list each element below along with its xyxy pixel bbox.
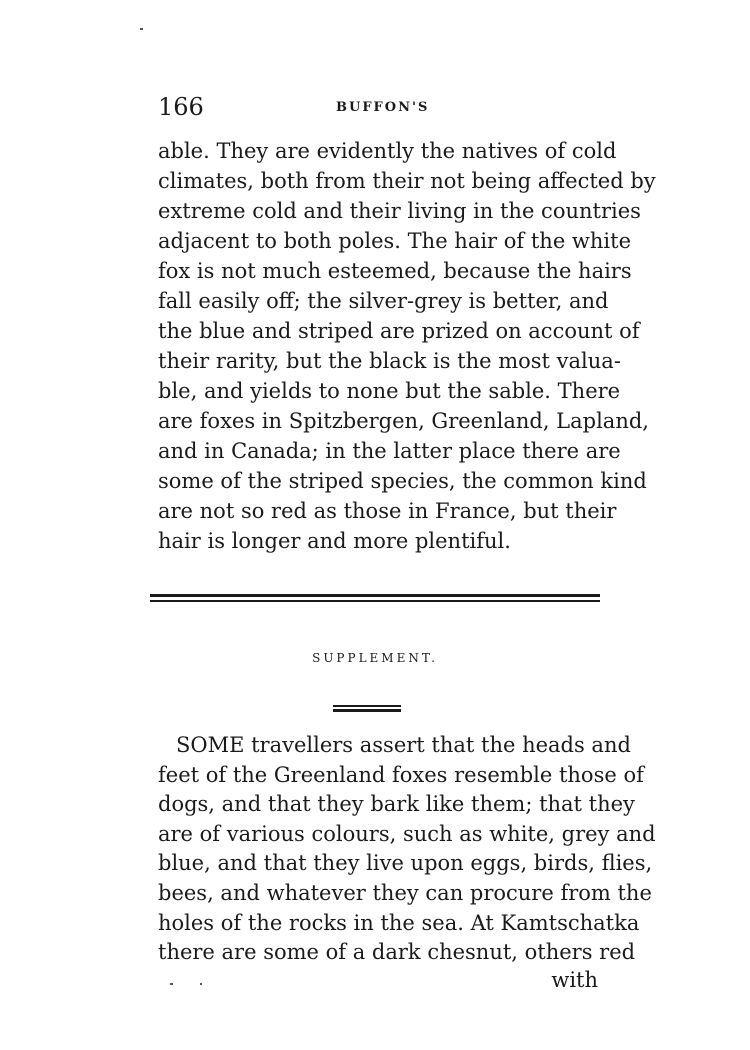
text-line: ble, and yields to none but the sable. There xyxy=(158,379,621,403)
text-line: are foxes in Spitzbergen, Greenland, Lapland, xyxy=(158,409,649,433)
text-line: are not so red as those in France, but their xyxy=(158,499,617,523)
section-divider xyxy=(150,594,600,604)
text-line: the blue and striped are prized on account of xyxy=(158,319,640,343)
divider-thick-line xyxy=(150,594,600,597)
text-line: hair is longer and more plentiful. xyxy=(158,529,511,553)
print-speck xyxy=(140,28,143,30)
print-speck xyxy=(200,983,202,985)
text-line: able. They are evidently the natives of cold xyxy=(158,139,617,163)
running-title: BUFFON'S xyxy=(336,100,430,115)
title-ornament-rule xyxy=(333,705,401,713)
text-line: bees, and whatever they can procure from the xyxy=(158,880,652,905)
divider-thin-line xyxy=(150,600,600,602)
text-line: some of the striped species, the common kind xyxy=(158,469,647,493)
running-head xyxy=(158,92,608,122)
text-line: holes of the rocks in the sea. At Kamtschatka xyxy=(158,910,640,935)
text-line: SOME travellers assert that the heads and xyxy=(176,733,631,757)
text-line: fall easily off; the silver-grey is better, and xyxy=(158,289,609,313)
text-line: and in Canada; in the latter place there are xyxy=(158,439,621,463)
section-title: SUPPLEMENT. xyxy=(312,651,438,665)
text-line: there are some of a dark chesnut, others red xyxy=(158,940,636,965)
text-line: extreme cold and their living in the countries xyxy=(158,199,641,223)
text-line: feet of the Greenland foxes resemble those of xyxy=(158,762,644,787)
catchword: with xyxy=(551,968,598,992)
text-line: fox is not much esteemed, because the hairs xyxy=(158,259,632,283)
text-line: blue, and that they live upon eggs, birds, flies, xyxy=(158,851,653,876)
supplement-paragraph xyxy=(158,731,656,968)
ornament-thick-line xyxy=(333,709,401,712)
page-number: 166 xyxy=(158,93,204,121)
text-line: climates, both from their not being affected by xyxy=(158,169,656,193)
text-line: are of various colours, such as white, grey and xyxy=(158,821,656,846)
body-paragraph xyxy=(158,136,656,556)
text-line: dogs, and that they bark like them; that they xyxy=(158,792,635,817)
print-speck xyxy=(170,983,173,985)
text-line: their rarity, but the black is the most valua- xyxy=(158,349,621,373)
ornament-thin-line xyxy=(333,705,401,707)
text-line: adjacent to both poles. The hair of the white xyxy=(158,229,632,253)
